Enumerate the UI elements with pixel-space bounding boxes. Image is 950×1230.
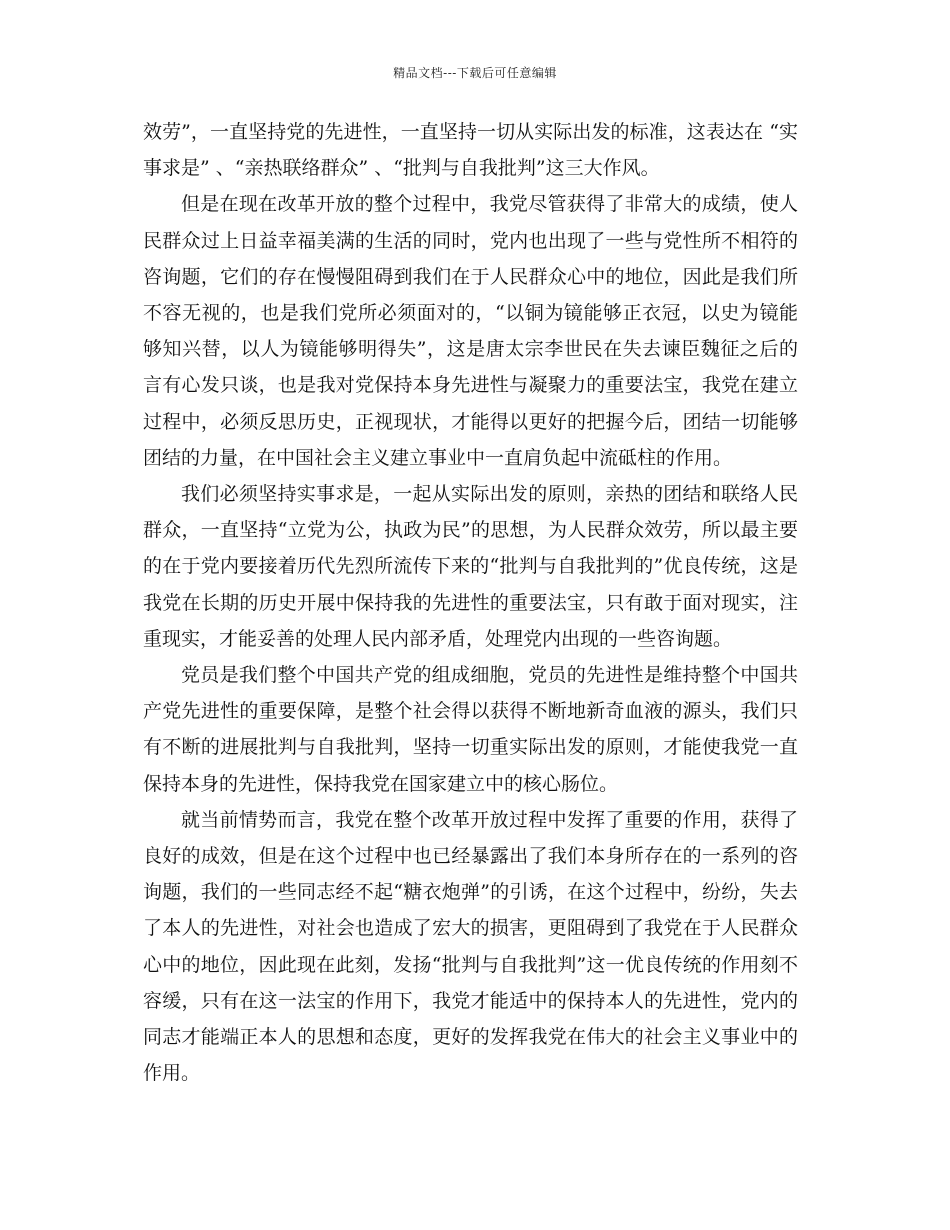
paragraph-3: 我们必须坚持实事求是，一起从实际出发的原则，亲热的团结和联络人民群众，一直坚持“立党为公，执政为民”的思想，为人民群众效劳，所以最主要的在于党内要接着历代先烈所流传下来的“批判与自我批判的”优良传统，这是我党在长期的历史开展中保持我的先进性的重要法宝，只有敢于面对现实，注重现实，才能妥善的处理人民内部矛盾，处理党内出现的一些咨询题。: [143, 483, 798, 650]
paragraph-1: 效劳”，一直坚持党的先进性，一直坚持一切从实际出发的标准，这表达在 “实事求是” 、“亲热联络群众” 、“批判与自我批判”这三大作风。: [143, 121, 798, 180]
page-header: 精品文档---下载后可任意编辑: [393, 66, 557, 80]
paragraph-4: 党员是我们整个中国共产党的组成细胞，党员的先进性是维持整个中国共产党先进性的重要保障，是整个社会得以获得不断地新奇血液的源头，我们只有不断的进展批判与自我批判，坚持一切重实际出发的原则，才能使我党一直保持本身的先进性，保持我党在国家建立中的核心肠位。: [143, 664, 798, 795]
paragraph-5: 就当前情势而言，我党在整个改革开放过程中发挥了重要的作用，获得了良好的成效，但是在这个过程中也已经暴露出了我们本身所存在的一系列的咨询题，我们的一些同志经不起“糖衣炮弹”的引诱，在这个过程中，纷纷，失去了本人的先进性，对社会也造成了宏大的损害，更阻碍到了我党在于人民群众心中的地位，因此现在此刻，发扬“批判与自我批判”这一优良传统的作用刻不容缓，只有在这一法宝的作用下，我党才能适中的保持本人的先进性，党内的同志才能端正本人的思想和态度，更好的发挥我党在伟大的社会主义事业中的作用。: [143, 808, 798, 1085]
document-body: [143, 114, 798, 1091]
paragraph-2: 但是在现在改革开放的整个过程中，我党尽管获得了非常大的成绩，使人民群众过上日益幸福美满的生活的同时，党内也出现了一些与党性所不相符的咨询题，它们的存在慢慢阻碍到我们在于人民群众心中的地位，因此是我们所不容无视的，也是我们党所必须面对的，“以铜为镜能够正衣冠，以史为镜能够知兴替，以人为镜能够明得失”，这是唐太宗李世民在失去谏臣魏征之后的言有心发只谈，也是我对党保持本身先进性与凝聚力的重要法宝，我党在建立过程中，必须反思历史，正视现状，才能得以更好的把握今后，团结一切能够团结的力量，在中国社会主义建立事业中一直肩负起中流砥柱的作用。: [143, 193, 798, 469]
